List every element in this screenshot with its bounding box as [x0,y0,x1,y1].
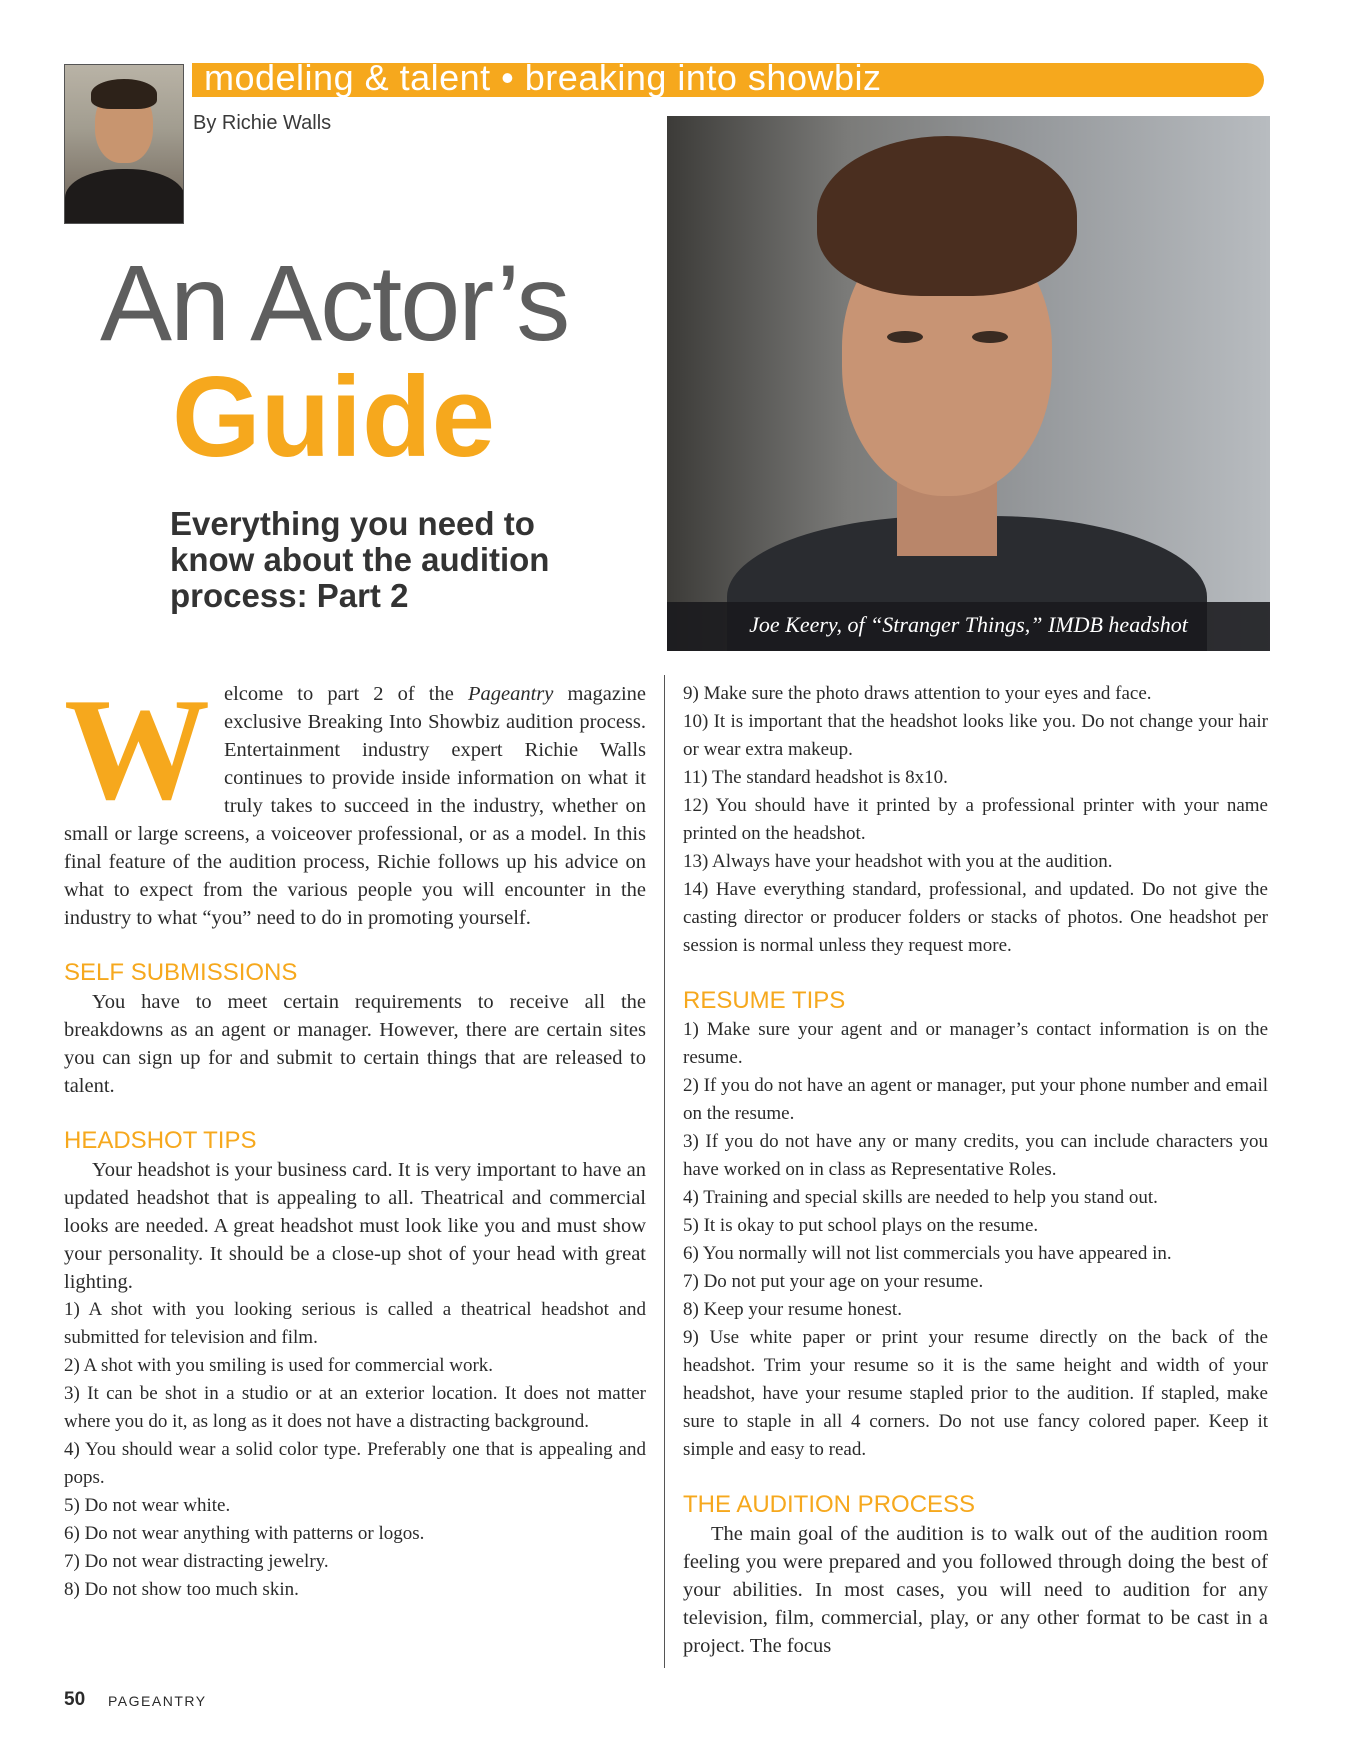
list-item: 3) If you do not have any or many credits, you can include characters you have worked on in class as Representative Roles. [683,1131,1268,1180]
list-item: 2) If you do not have an agent or manager, put your phone number and email on the resume. [683,1075,1268,1124]
headshot-photo [667,116,1270,651]
heading-resume-tips: RESUME TIPS [683,987,846,1014]
list-item: 11) The standard headshot is 8x10. [683,767,948,788]
magazine-footer-name: PAGEANTRY [108,1693,207,1709]
drop-cap: W [64,668,210,830]
list-item: 9) Use white paper or print your resume directly on the back of the headshot. Trim your resume so it is the same height and width of your headshot, have your resume stapled prior to the audition. If stapled, make sure to staple in all 4 corners. Do not use fancy colored paper. Keep it simple and easy to read. [683,1327,1268,1460]
list-item: 13) Always have your headshot with you at the audition. [683,851,1113,872]
column-divider [664,675,665,1668]
heading-audition-process: THE AUDITION PROCESS [683,1491,976,1518]
headshot-tips-text: Your headshot is your business card. It is very important to have an updated headshot that is appealing to all. Theatrical and commercial looks are needed. A great headshot must look like you and must show your personality. It should be a close-up shot of your head with great lighting. [64,1159,646,1293]
list-item: 3) It can be shot in a studio or at an exterior location. It does not matter where you do it, as long as it does not have a distracting background. [64,1383,646,1432]
list-item: 12) You should have it printed by a professional printer with your name printed on the headshot. [683,795,1268,844]
article-subtitle: Everything you need to know about the audition process: Part 2 [170,505,550,614]
list-item: 6) Do not wear anything with patterns or logos. [64,1523,425,1544]
page-number: 50 [64,1689,86,1710]
right-column [683,680,1268,1660]
photo-caption: Joe Keery, of “Stranger Things,” IMDB headshot [749,612,1188,637]
byline: By Richie Walls [193,112,332,134]
self-submissions-text: You have to meet certain requirements to receive all the breakdowns as an agent or manager. However, there are certain sites you can sign up for and submit to certain things that are released to talent. [64,991,646,1097]
list-item: 5) Do not wear white. [64,1495,231,1516]
left-column [64,668,646,1604]
list-item: 4) You should wear a solid color type. Preferably one that is appealing and pops. [64,1439,646,1488]
list-item: 2) A shot with you smiling is used for commercial work. [64,1355,494,1376]
list-item: 8) Do not show too much skin. [64,1579,299,1600]
list-item: 7) Do not put your age on your resume. [683,1271,984,1292]
article-title-line1: An Actor’s [100,242,569,363]
list-item: 9) Make sure the photo draws attention to your eyes and face. [683,683,1152,704]
intro-text-after: magazine exclusive Breaking Into Showbiz audition process. Entertainment industry expert Richie Walls continues to provide inside information on what it truly takes to succeed in the industry, whether on small or large screens, a voiceover professional, or as a model. In this final feature of the audition process, Richie follows up his advice on what to expect from the various people you will encounter in the industry to what “you” need to do in promoting yourself. [64,683,646,929]
list-item: 10) It is important that the headshot looks like you. Do not change your hair or wear extra makeup. [683,711,1268,760]
heading-self-submissions: SELF SUBMISSIONS [64,959,298,986]
heading-headshot-tips: HEADSHOT TIPS [64,1127,257,1154]
article-title-line2: Guide [172,354,496,481]
list-item: 14) Have everything standard, professional, and updated. Do not give the casting director or producer folders or stacks of photos. One headshot per session is normal unless they request more. [683,879,1268,956]
audition-process-text: The main goal of the audition is to walk out of the audition room feeling you were prepared and you followed through doing the best of your abilities. In most cases, you will need to audition for any television, film, commercial, play, or any other format to be cast in a project. The focus [683,1523,1268,1657]
list-item: 1) A shot with you looking serious is called a theatrical headshot and submitted for television and film. [64,1299,646,1348]
list-item: 5) It is okay to put school plays on the resume. [683,1215,1039,1236]
section-banner-text: modeling & talent • breaking into showbiz [204,57,882,98]
list-item: 1) Make sure your agent and or manager’s contact information is on the resume. [683,1019,1268,1068]
intro-text-before: elcome to part 2 of the [224,683,468,705]
magazine-name: Pageantry [467,683,554,705]
list-item: 6) You normally will not list commercials you have appeared in. [683,1243,1172,1264]
list-item: 7) Do not wear distracting jewelry. [64,1551,329,1572]
list-item: 4) Training and special skills are needed to help you stand out. [683,1187,1158,1208]
intro-paragraph [64,668,646,932]
list-item: 8) Keep your resume honest. [683,1299,902,1320]
author-photo [64,64,184,224]
